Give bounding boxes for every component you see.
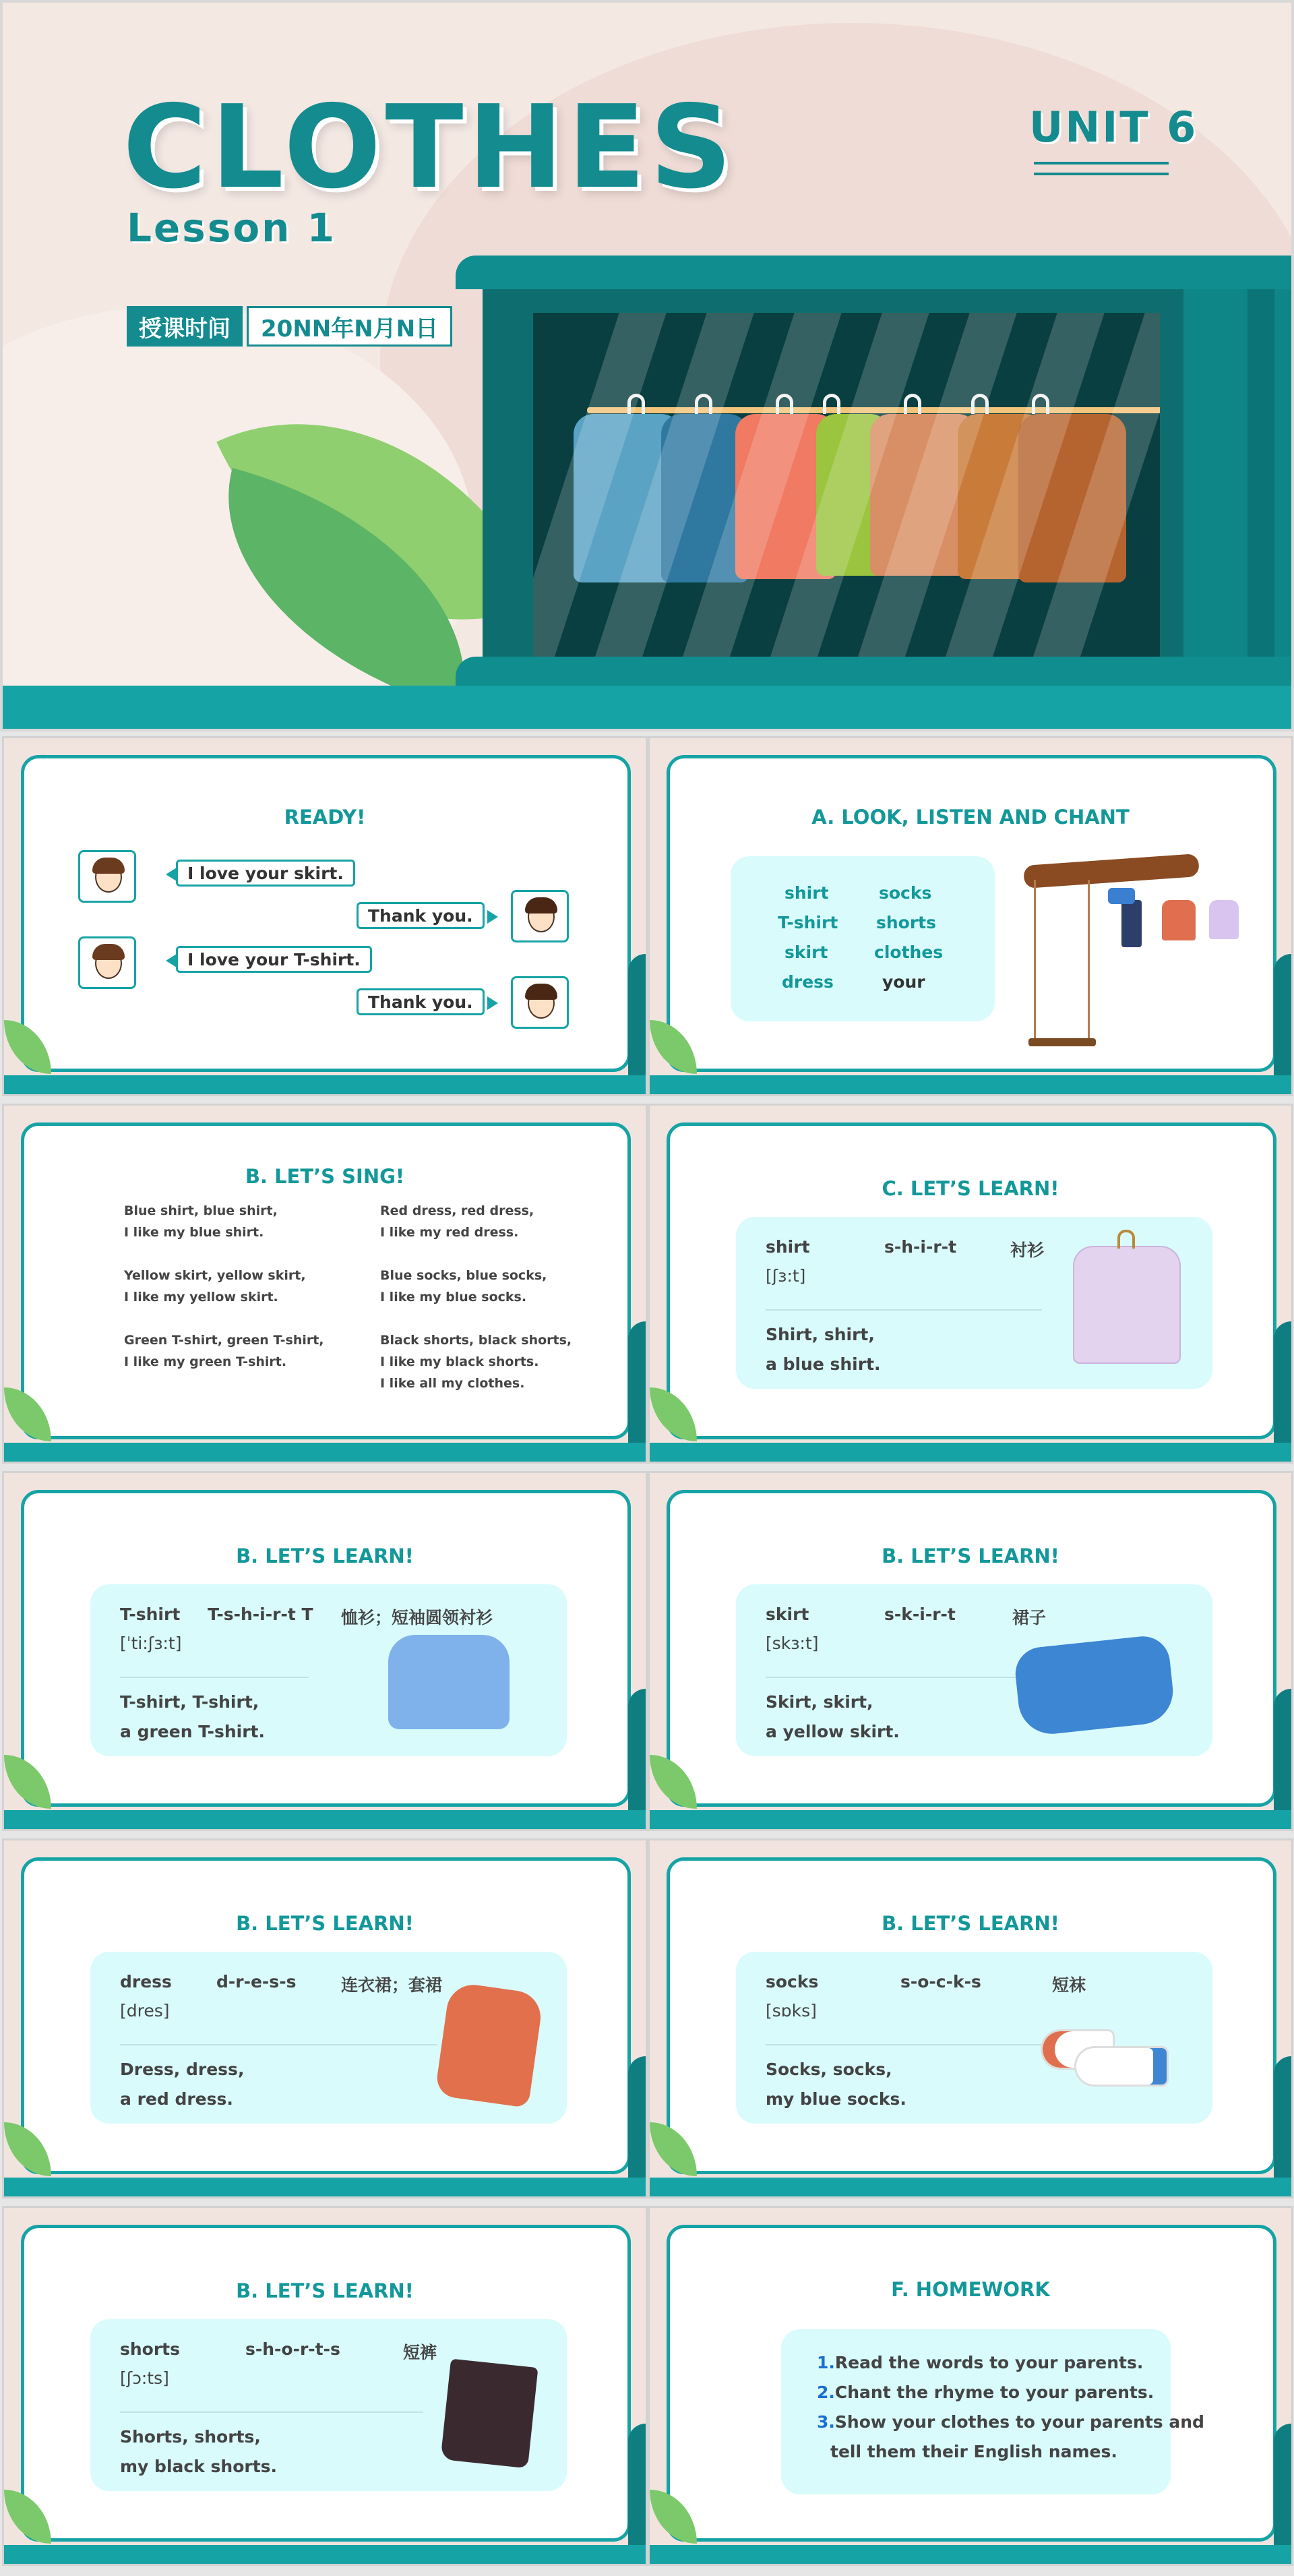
- cover-slide: [0, 0, 1294, 731]
- hair-icon: [525, 897, 557, 913]
- speech-bubble: I love your T-shirt.: [176, 946, 372, 973]
- wardrobe-side-panel: [1247, 256, 1274, 691]
- floor-bar: [3, 686, 1291, 729]
- boy-avatar: [78, 850, 136, 903]
- example-sentence: [766, 2055, 906, 2114]
- leaf-decoration: [1274, 1689, 1291, 1810]
- plant-decoration: [648, 1374, 704, 1448]
- chant-word: clothes: [874, 942, 944, 962]
- chant-word: your: [882, 972, 925, 992]
- vocab-chinese: 短裤: [403, 2343, 437, 2362]
- example-line: a green T-shirt.: [120, 1722, 265, 1741]
- chant-word: shorts: [876, 913, 937, 932]
- lyric-line: Yellow skirt, yellow skirt,: [124, 1268, 306, 1283]
- slide-title: C. LET’S LEARN!: [882, 1177, 1059, 1200]
- lyric-line: Red dress, red dress,: [380, 1203, 534, 1218]
- slide-title: B. LET’S LEARN!: [236, 1545, 414, 1567]
- plant-decoration: [648, 1741, 704, 1816]
- item-number: 3.: [817, 2412, 835, 2432]
- unit-underline-2: [1034, 173, 1169, 175]
- leaf-decoration: [628, 954, 646, 1075]
- lyric-stanza: [124, 1200, 278, 1243]
- lyric-line: Green T-shirt, green T-shirt,: [124, 1333, 324, 1348]
- item-text-continued: tell them their English names.: [830, 2442, 1117, 2461]
- vocab-chinese: 短袜: [1052, 1975, 1086, 1995]
- lyric-stanza: [124, 1329, 324, 1373]
- example-sentence: [120, 2055, 244, 2114]
- item-number: 2.: [817, 2383, 835, 2402]
- item-text: Show your clothes to your parents and: [834, 2412, 1204, 2432]
- swing-rope: [1034, 880, 1036, 1042]
- example-sentence: [120, 1687, 265, 1747]
- homework-item: [817, 2378, 1204, 2407]
- vocab-spelling: s-o-c-k-s: [900, 1972, 981, 1991]
- example-line: Socks, socks,: [766, 2060, 892, 2079]
- slide-learn-socks: [648, 1838, 1293, 2198]
- hanger-icon: [1117, 1230, 1135, 1249]
- slide-footer-bar: [4, 2545, 646, 2564]
- divider: [120, 1677, 309, 1678]
- slide-title: B. LET’S LEARN!: [882, 1912, 1059, 1935]
- boy-avatar: [78, 936, 136, 989]
- shirt-illustration: [1073, 1246, 1181, 1364]
- chant-word: skirt: [784, 942, 828, 962]
- hair-icon: [525, 984, 557, 1000]
- example-line: Skirt, skirt,: [766, 1692, 873, 1712]
- lyric-stanza: [380, 1265, 547, 1308]
- sock-illustration-2: [1074, 2046, 1169, 2087]
- plant-decoration: [648, 2476, 704, 2550]
- slide-title: B. LET’S LEARN!: [236, 2279, 414, 2302]
- leaf-decoration: [628, 1689, 646, 1810]
- vocab-phonetic: [sɒks]: [766, 2001, 817, 2020]
- bubble-pointer: [166, 868, 177, 881]
- example-sentence: [766, 1687, 900, 1747]
- slide-chant: [648, 736, 1293, 1096]
- leaf-decoration: [1274, 954, 1291, 1075]
- slide-learn-skirt: [648, 1471, 1293, 1831]
- leaf-decoration: [1274, 1321, 1291, 1443]
- example-line: my blue socks.: [766, 2089, 906, 2109]
- hair-icon: [92, 944, 125, 960]
- lyric-line: I like my green T-shirt.: [124, 1354, 287, 1369]
- slide-learn-tshirt: [2, 1471, 648, 1831]
- chant-word: socks: [879, 883, 932, 903]
- vocab-chinese: 恤衫；短袖圆领衬衫: [341, 1608, 493, 1627]
- chant-word: shirt: [784, 883, 829, 903]
- vocab-spelling: d-r-e-s-s: [216, 1972, 297, 1991]
- vocab-word: skirt: [766, 1605, 809, 1624]
- lyric-line: Blue shirt, blue shirt,: [124, 1203, 278, 1218]
- plant-decoration: [648, 1007, 704, 1081]
- vocab-spelling: s-h-i-r-t: [884, 1237, 957, 1257]
- slide-title: B. LET’S LEARN!: [882, 1545, 1059, 1567]
- vocab-word: shorts: [120, 2339, 181, 2359]
- plant-decoration: [2, 1741, 58, 1816]
- vocab-chinese: 衬衫: [1010, 1240, 1045, 1260]
- vocab-chinese: 裙子: [1012, 1608, 1047, 1627]
- example-line: Shorts, shorts,: [120, 2427, 261, 2447]
- slide-title: B. LET’S LEARN!: [236, 1912, 414, 1935]
- slide-title: B. LET’S SING!: [245, 1165, 405, 1188]
- bubble-pointer: [487, 910, 498, 924]
- example-line: my black shorts.: [120, 2457, 278, 2476]
- item-text: Read the words to your parents.: [834, 2353, 1144, 2372]
- leaf-decoration: [628, 2424, 646, 2545]
- dress-illustration: [1209, 900, 1239, 939]
- unit-underline: [1034, 162, 1169, 164]
- vocab-chinese: 连衣裙；套裙: [341, 1975, 443, 1995]
- plant-decoration: [2, 2476, 58, 2550]
- wardrobe-body: [483, 282, 1183, 660]
- leaf-decoration: [1274, 2424, 1291, 2545]
- plant-decoration: [2, 1007, 58, 1081]
- leaf-decoration: [628, 1321, 646, 1443]
- divider: [120, 2412, 423, 2413]
- lyric-line: I like all my clothes.: [380, 1376, 525, 1391]
- hanger-icon: [904, 394, 921, 414]
- lyric-stanza: [380, 1200, 534, 1243]
- slide-footer-bar: [4, 1443, 646, 1462]
- speech-bubble: Thank you.: [357, 902, 485, 929]
- slide-learn-shirt: [648, 1104, 1293, 1464]
- wardrobe-illustration: [456, 256, 1294, 691]
- vocab-word: T-shirt: [120, 1605, 181, 1624]
- word-panel: [731, 856, 995, 1021]
- divider: [120, 2044, 437, 2045]
- bubble-pointer: [166, 954, 177, 967]
- unit-label: UNIT 6: [1029, 102, 1198, 152]
- vocab-spelling: s-h-o-r-t-s: [245, 2339, 340, 2359]
- plant-decoration: [648, 2109, 704, 2183]
- lyric-stanza: [380, 1329, 572, 1394]
- slide-sing: [2, 1104, 648, 1464]
- example-line: a yellow skirt.: [766, 1722, 900, 1741]
- leaf-decoration: [628, 2056, 646, 2178]
- slide-ready: [2, 736, 648, 1096]
- example-line: a blue shirt.: [766, 1354, 881, 1374]
- wardrobe-top: [456, 256, 1294, 289]
- item-number: 1.: [817, 2353, 835, 2372]
- tshirt-illustration: [388, 1635, 510, 1729]
- slide-title: A. LOOK, LISTEN AND CHANT: [811, 806, 1130, 829]
- divider: [766, 1309, 1042, 1311]
- swing-rope: [1088, 880, 1090, 1042]
- shorts-illustration: [441, 2359, 538, 2469]
- date-value: 20NN年N月N日: [247, 306, 452, 347]
- speech-bubble: I love your skirt.: [176, 860, 355, 887]
- slide-footer-bar: [650, 1075, 1291, 1094]
- swing-seat: [1028, 1038, 1096, 1046]
- lyric-line: I like my yellow skirt.: [124, 1290, 278, 1305]
- girl-avatar: [511, 890, 569, 942]
- slide-footer-bar: [4, 2178, 646, 2196]
- slide-footer-bar: [650, 1443, 1291, 1462]
- skirt-illustration: [1013, 1634, 1176, 1737]
- lyric-line: Black shorts, black shorts,: [380, 1333, 572, 1348]
- shirt-illustration: [1162, 900, 1196, 940]
- slide-learn-dress: [2, 1838, 648, 2198]
- slide-footer-bar: [4, 1810, 646, 1829]
- homework-item: [817, 2348, 1204, 2378]
- dress-illustration: [435, 1981, 544, 2108]
- lyric-line: I like my blue socks.: [380, 1290, 527, 1305]
- example-line: Shirt, shirt,: [766, 1325, 875, 1344]
- vocab-phonetic: [skɜ:t]: [766, 1634, 819, 1653]
- lyric-line: I like my red dress.: [380, 1225, 519, 1240]
- homework-list: [817, 2348, 1204, 2467]
- homework-item: [817, 2407, 1204, 2437]
- slide-learn-shorts: [2, 2206, 648, 2566]
- example-line: Dress, dress,: [120, 2060, 245, 2079]
- girl-avatar: [511, 976, 569, 1029]
- vocab-word: shirt: [766, 1237, 810, 1257]
- example-sentence: [766, 1320, 881, 1379]
- slide-title: F. HOMEWORK: [891, 2278, 1050, 2301]
- date-box: [127, 306, 452, 347]
- trousers-illustration: [1121, 900, 1142, 947]
- chant-word: dress: [782, 972, 834, 992]
- vocab-phonetic: [dres]: [120, 2001, 170, 2020]
- plant-decoration: [2, 1374, 58, 1448]
- chant-word: T-shirt: [778, 913, 838, 932]
- leaf-decoration: [1274, 2056, 1291, 2178]
- wardrobe-interior: [533, 313, 1160, 657]
- hanger-icon: [823, 394, 840, 414]
- lyric-stanza: [124, 1265, 306, 1308]
- divider: [766, 2044, 1042, 2045]
- slide-homework: [648, 2206, 1293, 2566]
- vocab-word: dress: [120, 1972, 172, 1991]
- cover-title: CLOTHES: [123, 81, 737, 214]
- item-text: Chant the rhyme to your parents.: [834, 2383, 1154, 2402]
- slide-footer-bar: [650, 2545, 1291, 2564]
- lyric-line: Blue socks, blue socks,: [380, 1268, 547, 1283]
- vocab-word: socks: [766, 1972, 819, 1991]
- date-label: 授课时间: [127, 306, 243, 347]
- bubble-pointer: [487, 996, 498, 1010]
- slide-footer-bar: [650, 2178, 1291, 2196]
- speech-bubble: Thank you.: [357, 988, 485, 1015]
- plant-decoration: [2, 2109, 58, 2183]
- slide-footer-bar: [4, 1075, 646, 1094]
- lyric-line: I like my black shorts.: [380, 1354, 539, 1369]
- socks-illustration: [1108, 888, 1135, 904]
- cover-subtitle: Lesson 1: [127, 205, 337, 251]
- vocab-spelling: T-s-h-i-r-t T: [208, 1605, 313, 1624]
- vocab-phonetic: [ʃɜ:t]: [766, 1266, 806, 1286]
- hair-icon: [92, 858, 125, 874]
- vocab-phonetic: [ʃɔ:ts]: [120, 2368, 169, 2388]
- vocab-spelling: s-k-i-r-t: [884, 1605, 956, 1624]
- example-sentence: [120, 2422, 277, 2482]
- example-line: T-shirt, T-shirt,: [120, 1692, 259, 1712]
- lyric-line: I like my blue shirt.: [124, 1225, 264, 1240]
- vocab-phonetic: [ˈti:ʃɜ:t]: [120, 1634, 182, 1653]
- slide-title: READY!: [284, 806, 366, 829]
- example-line: a red dress.: [120, 2089, 233, 2109]
- divider: [766, 1677, 1028, 1678]
- slide-footer-bar: [650, 1810, 1291, 1829]
